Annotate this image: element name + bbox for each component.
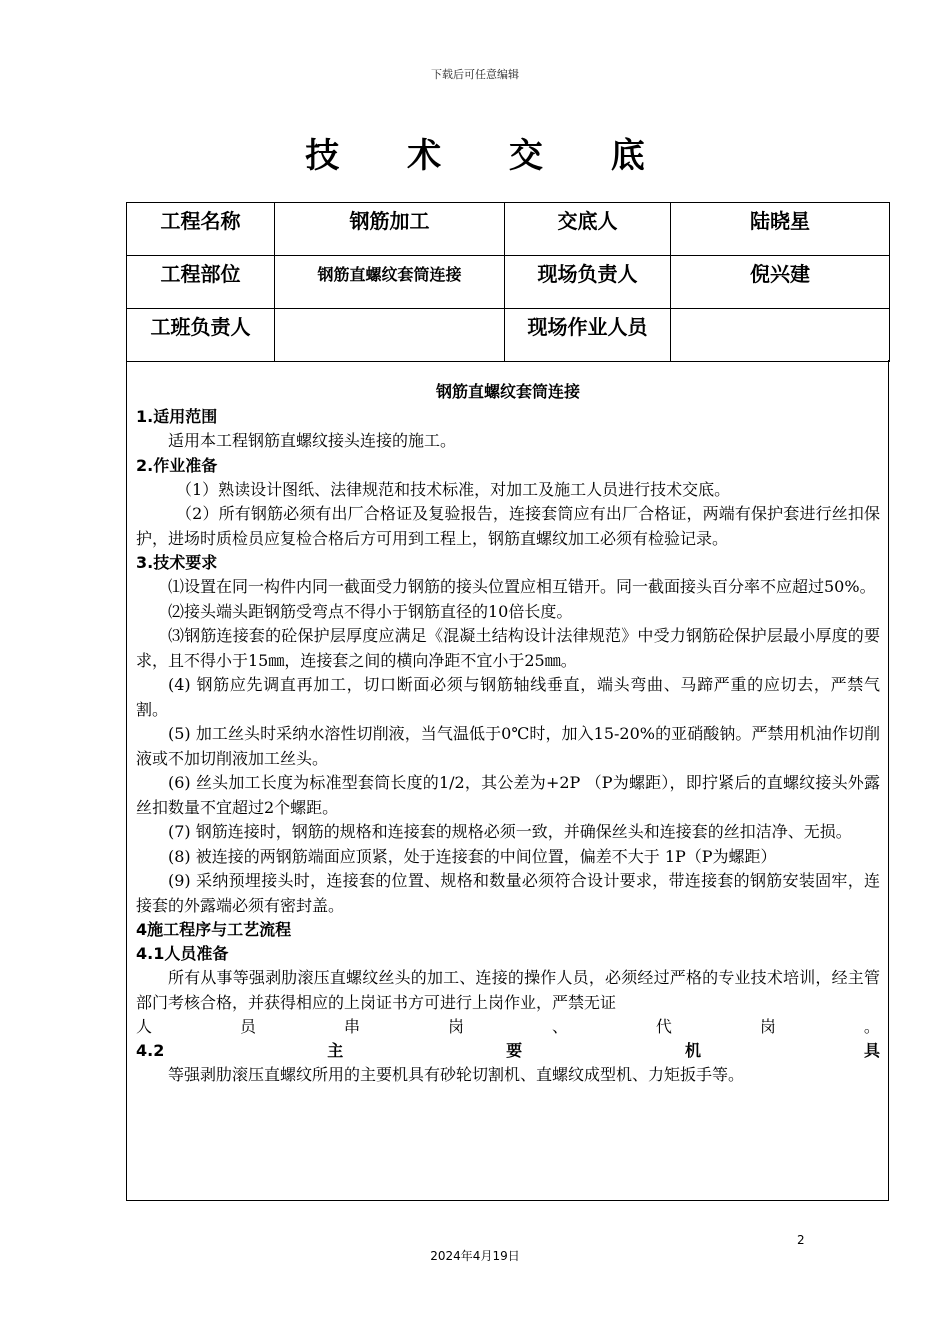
section-3-heading: 3.技术要求 bbox=[136, 553, 218, 572]
heading-part: 具 bbox=[863, 1041, 880, 1060]
team-leader-value bbox=[275, 309, 504, 311]
section-3-item-5: (5) 加工丝头时采纳水溶性切削液，当气温低于0℃时，加入15-20%的亚硝酸钠。严禁用机油作切削液或不加切削液加工丝头。 bbox=[136, 724, 880, 768]
site-workers-label-cell bbox=[505, 309, 671, 362]
justified-char: 人 bbox=[136, 1017, 153, 1036]
content-box bbox=[126, 360, 889, 1201]
info-table bbox=[126, 202, 890, 362]
section-2-paragraph-1: （1）熟读设计图纸、法律规范和技术标准，对加工及施工人员进行技术交底。 bbox=[176, 479, 731, 499]
project-name-value-cell bbox=[275, 203, 505, 256]
project-part-value-cell bbox=[275, 256, 505, 309]
justified-char: 串 bbox=[343, 1017, 360, 1036]
project-part-label-cell bbox=[127, 256, 275, 309]
section-4-heading: 4施工程序与工艺流程 bbox=[136, 920, 292, 939]
justified-char: 岗 bbox=[759, 1017, 776, 1036]
section-3-item-9: (9) 采纳预埋接头时，连接套的位置、规格和数量必须符合设计要求，带连接套的钢筋安装固牢，连接套的外露端必须有密封盖。 bbox=[136, 871, 880, 915]
briefer-label-cell bbox=[505, 203, 671, 256]
content-body bbox=[136, 379, 880, 1088]
project-part-value: 钢筋直螺纹套筒连接 bbox=[317, 265, 462, 284]
section-3-item-7: (7) 钢筋连接时，钢筋的规格和连接套的规格必须一致，并确保丝头和连接套的丝扣洁净、无损。 bbox=[168, 822, 852, 841]
document-title: 技 术 交 底 bbox=[305, 136, 673, 176]
site-manager-label-cell bbox=[505, 256, 671, 309]
heading-part: 要 bbox=[506, 1041, 523, 1060]
justified-char: 代 bbox=[655, 1017, 672, 1036]
briefer-value: 陆晓星 bbox=[750, 209, 810, 233]
site-workers-value-cell bbox=[671, 309, 890, 362]
section-4-1-last-line bbox=[136, 1015, 880, 1039]
page-number: 2 bbox=[797, 1233, 805, 1247]
team-leader-value-cell bbox=[275, 309, 505, 362]
table-row bbox=[127, 256, 890, 309]
section-4-1-heading: 4.1人员准备 bbox=[136, 944, 229, 963]
team-leader-label-cell bbox=[127, 309, 275, 362]
section-4-1-paragraph: 所有从事等强剥肋滚压直螺纹丝头的加工、连接的操作人员，必须经过严格的专业技术培训，经主管部门考核合格，并获得相应的上岗证书方可进行上岗作业，严禁无证 bbox=[136, 968, 880, 1012]
site-manager-value-cell bbox=[671, 256, 890, 309]
site-manager-label: 现场负责人 bbox=[537, 262, 638, 286]
header-note: 下载后可任意编辑 bbox=[431, 68, 519, 81]
justified-char: 员 bbox=[239, 1017, 256, 1036]
section-3-item-6: (6) 丝头加工长度为标准型套筒长度的1/2，其公差为+2P （P为螺距），即拧紧后的直螺纹接头外露丝扣数量不宜超过2个螺距。 bbox=[136, 773, 880, 817]
site-manager-value: 倪兴建 bbox=[750, 262, 810, 286]
table-row bbox=[127, 309, 890, 362]
team-leader-label: 工班负责人 bbox=[150, 315, 251, 339]
heading-part: 机 bbox=[685, 1041, 702, 1060]
section-2-paragraph-2: （2）所有钢筋必须有出厂合格证及复验报告，连接套筒应有出厂合格证，两端有保护套进行丝扣保护，进场时质检员应复检合格后方可用到工程上，钢筋直螺纹加工必须有检验记录。 bbox=[136, 504, 880, 548]
site-workers-value bbox=[671, 309, 889, 311]
section-4-2-heading bbox=[136, 1039, 880, 1063]
section-3-item-1: ⑴设置在同一构件内同一截面受力钢筋的接头位置应相互错开。同一截面接头百分率不应超过50%。 bbox=[168, 577, 876, 596]
section-3-item-4: (4) 钢筋应先调直再加工，切口断面必须与钢筋轴线垂直，端头弯曲、马蹄严重的应切去，严禁气割。 bbox=[136, 675, 880, 719]
justified-char: 、 bbox=[551, 1017, 568, 1036]
heading-part: 主 bbox=[327, 1041, 344, 1060]
justified-char: 。 bbox=[863, 1017, 880, 1036]
briefer-value-cell bbox=[671, 203, 890, 256]
footer-date: 2024年4月19日 bbox=[430, 1249, 520, 1263]
justified-char: 岗 bbox=[447, 1017, 464, 1036]
project-name-label-cell bbox=[127, 203, 275, 256]
project-name-label: 工程名称 bbox=[160, 209, 241, 233]
section-2-heading: 2.作业准备 bbox=[136, 455, 218, 475]
table-row bbox=[127, 203, 890, 256]
heading-part: 4.2 bbox=[136, 1041, 165, 1060]
section-title: 钢筋直螺纹套筒连接 bbox=[435, 382, 580, 401]
project-part-label: 工程部位 bbox=[160, 262, 241, 286]
section-3-item-8: (8) 被连接的两钢筋端面应顶紧，处于连接套的中间位置，偏差不大于 1P（P为螺距） bbox=[168, 846, 777, 866]
section-3-item-2: ⑵接头端头距钢筋受弯点不得小于钢筋直径的10倍长度。 bbox=[168, 601, 573, 621]
briefer-label: 交底人 bbox=[557, 209, 618, 233]
section-1-heading: 1.适用范围 bbox=[136, 407, 218, 426]
section-4-2-paragraph: 等强剥肋滚压直螺纹所用的主要机具有砂轮切割机、直螺纹成型机、力矩扳手等。 bbox=[168, 1065, 745, 1084]
section-1-paragraph: 适用本工程钢筋直螺纹接头连接的施工。 bbox=[168, 431, 457, 450]
section-3-item-3: ⑶钢筋连接套的砼保护层厚度应满足《混凝土结构设计法律规范》中受力钢筋砼保护层最小厚度的要求，且不得小于15㎜，连接套之间的横向净距不宜小于25㎜。 bbox=[136, 626, 880, 670]
project-name-value: 钢筋加工 bbox=[349, 209, 430, 233]
site-workers-label: 现场作业人员 bbox=[527, 315, 648, 339]
